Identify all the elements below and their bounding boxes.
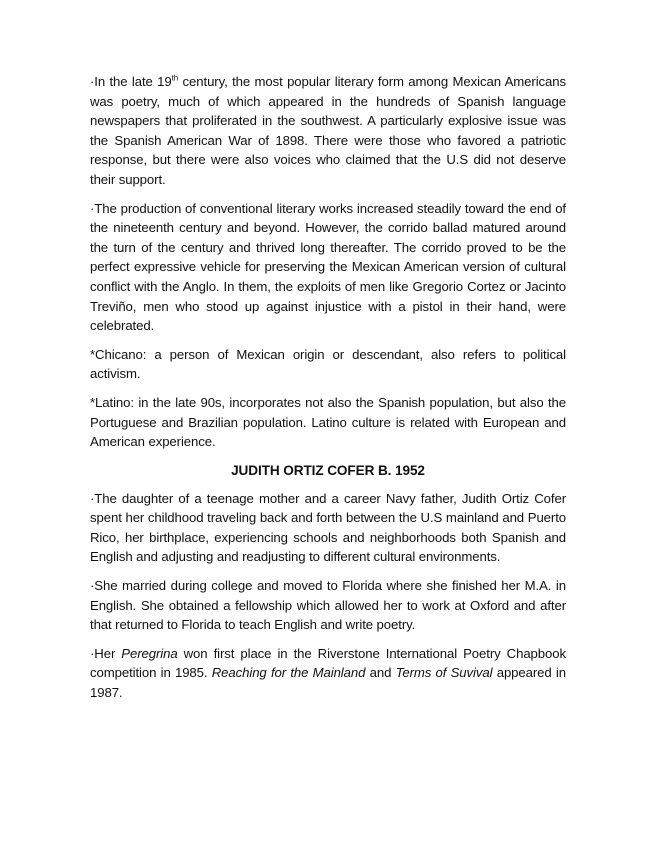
paragraph-cofer-publications [90, 644, 566, 703]
document-page [90, 72, 566, 712]
paragraph-cofer-childhood: ·The daughter of a teenage mother and a career Navy father, Judith Ortiz Cofer spent her childhood traveling back and forth between the U.S mainland and Puerto Rico, her birthplace, experiencing schools and neighborhoods both Spanish and English and adjusting and readjusting to different cultural environments. [90, 490, 566, 565]
paragraph-mexican-american-poetry [90, 72, 566, 190]
p7-text-a: ·Her [90, 645, 122, 661]
paragraph-latino-definition: *Latino: in the late 90s, incorporates not also the Spanish population, but also the Portuguese and Brazilian population. Latino culture is related with European and American experience. [90, 394, 566, 450]
title-reaching-for-the-mainland: Reaching for the Mainland [211, 665, 366, 681]
p1-text-b: century, the most popular literary form among Mexican Americans was poetry, much of which appeared in the hundreds of Spanish language newspapers that proliferated in the southwest. A particularly explosive issue was the Spanish American War of 1898. There were those who favored a patriotic response, but there were also voices who claimed that the U.S did not deserve their support. [90, 74, 566, 187]
paragraph-corrido-ballad: ·The production of conventional literary works increased steadily toward the end of the nineteenth century and beyond. However, the corrido ballad matured around the turn of the century and thrived long thereafter. The corrido proved to be the perfect expressive vehicle for preserving the Mexican American version of cultural conflict with the Anglo. In them, the exploits of men like Gregorio Cortez or Jacinto Treviño, men who stood up against injustice with a pistol in their hand, were celebrated. [90, 200, 566, 334]
p1-superscript: th [171, 73, 179, 83]
p7-text-c: and [365, 665, 396, 681]
paragraph-chicano-definition: *Chicano: a person of Mexican origin or descendant, also refers to political activism. [90, 346, 566, 382]
paragraph-cofer-education: ·She married during college and moved to Florida where she finished her M.A. in English. She obtained a fellowship which allowed her to work at Oxford and after that returned to Florida to teach English and write poetry. [90, 578, 566, 633]
section-heading-judith-ortiz-cofer: JUDITH ORTIZ COFER B. 1952 [231, 462, 425, 478]
p7-text-b: won first place in the Riverstone International Poetry Chapbook competition in 1985. [90, 645, 566, 681]
p7-text-d: appeared in 1987. [90, 665, 566, 701]
title-terms-of-suvival: Terms of Suvival [395, 665, 493, 681]
p1-text-a: ·In the late 19 [90, 74, 172, 89]
title-peregrina: Peregrina [121, 645, 178, 661]
